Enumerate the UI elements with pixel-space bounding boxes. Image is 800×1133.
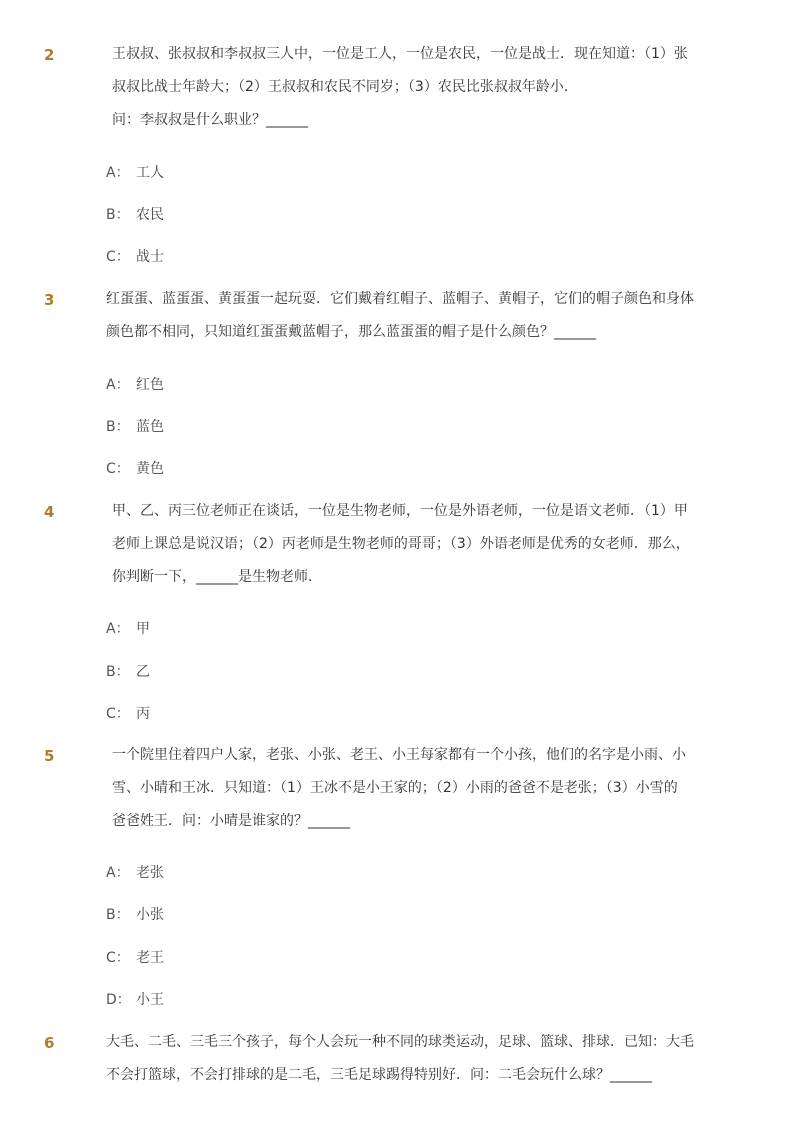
question-stem <box>106 1026 726 1092</box>
stem-line: 王叔叔、张叔叔和李叔叔三人中，一位是工人，一位是农民，一位是战士．现在知道：（1）张 <box>112 46 688 62</box>
stem-line: 爸爸姓王．问：小晴是谁家的？______ <box>112 813 350 829</box>
option-a[interactable] <box>106 864 164 882</box>
question-stem <box>112 495 722 594</box>
stem-line: 大毛、二毛、三毛三个孩子，每个人会玩一种不同的球类运动，足球、篮球、排球．已知：大毛 <box>106 1034 694 1050</box>
stem-line: 你判断一下，______是生物老师． <box>112 569 322 585</box>
question-number: 5 <box>44 747 55 765</box>
option-text: 老王 <box>136 950 164 966</box>
stem-line: 老师上课总是说汉语；（2）丙老师是生物老师的哥哥；（3）外语老师是优秀的女老师．那么， <box>112 536 690 552</box>
option-text: 甲 <box>136 621 150 637</box>
stem-line: 颜色都不相同，只知道红蛋蛋戴蓝帽子，那么蓝蛋蛋的帽子是什么颜色？______ <box>106 324 596 340</box>
option-text: 黄色 <box>136 461 164 477</box>
option-text: 小张 <box>136 907 164 923</box>
stem-line: 一个院里住着四户人家，老张、小张、老王、小王每家都有一个小孩，他们的名字是小雨、小 <box>112 747 686 763</box>
option-key: A： <box>106 377 130 393</box>
option-text: 红色 <box>136 377 164 393</box>
option-key: B： <box>106 207 130 223</box>
option-text: 工人 <box>136 165 164 181</box>
question-stem <box>112 739 722 838</box>
option-key: C： <box>106 249 130 265</box>
option-b[interactable] <box>106 206 164 224</box>
option-key: B： <box>106 419 130 435</box>
option-key: A： <box>106 165 130 181</box>
stem-line: 不会打篮球，不会打排球的是二毛，三毛足球踢得特别好．问：二毛会玩什么球？______ <box>106 1067 652 1083</box>
option-d[interactable] <box>106 991 164 1009</box>
question-number: 4 <box>44 503 55 521</box>
option-text: 乙 <box>136 664 150 680</box>
option-key: C： <box>106 706 130 722</box>
option-c[interactable] <box>106 705 150 723</box>
stem-line: 雪、小晴和王冰．只知道：（1）王冰不是小王家的；（2）小雨的爸爸不是老张；（3）小雪的 <box>112 780 678 796</box>
option-b[interactable] <box>106 663 150 681</box>
option-key: C： <box>106 461 130 477</box>
option-key: C： <box>106 950 130 966</box>
option-text: 丙 <box>136 706 150 722</box>
option-key: B： <box>106 664 130 680</box>
stem-line: 红蛋蛋、蓝蛋蛋、黄蛋蛋一起玩耍．它们戴着红帽子、蓝帽子、黄帽子，它们的帽子颜色和身体 <box>106 291 694 307</box>
option-text: 小王 <box>136 992 164 1008</box>
option-key: A： <box>106 621 130 637</box>
option-a[interactable] <box>106 164 164 182</box>
option-key: B： <box>106 907 130 923</box>
option-b[interactable] <box>106 418 164 436</box>
question-stem <box>112 38 722 137</box>
option-a[interactable] <box>106 376 164 394</box>
option-text: 蓝色 <box>136 419 164 435</box>
option-a[interactable] <box>106 620 150 638</box>
option-text: 战士 <box>136 249 164 265</box>
option-c[interactable] <box>106 248 164 266</box>
option-c[interactable] <box>106 949 164 967</box>
stem-line: 甲、乙、丙三位老师正在谈话，一位是生物老师，一位是外语老师，一位是语文老师．（1）甲 <box>112 503 688 519</box>
question-number: 3 <box>44 291 55 309</box>
stem-line: 问：李叔叔是什么职业？______ <box>112 112 308 128</box>
option-key: A： <box>106 865 130 881</box>
option-key: D： <box>106 992 131 1008</box>
question-number: 6 <box>44 1034 55 1052</box>
option-b[interactable] <box>106 906 164 924</box>
stem-line: 叔叔比战士年龄大；（2）王叔叔和农民不同岁；（3）农民比张叔叔年龄小． <box>112 79 578 95</box>
question-stem <box>106 283 726 349</box>
option-c[interactable] <box>106 460 164 478</box>
option-text: 老张 <box>136 865 164 881</box>
question-number: 2 <box>44 46 55 64</box>
option-text: 农民 <box>136 207 164 223</box>
